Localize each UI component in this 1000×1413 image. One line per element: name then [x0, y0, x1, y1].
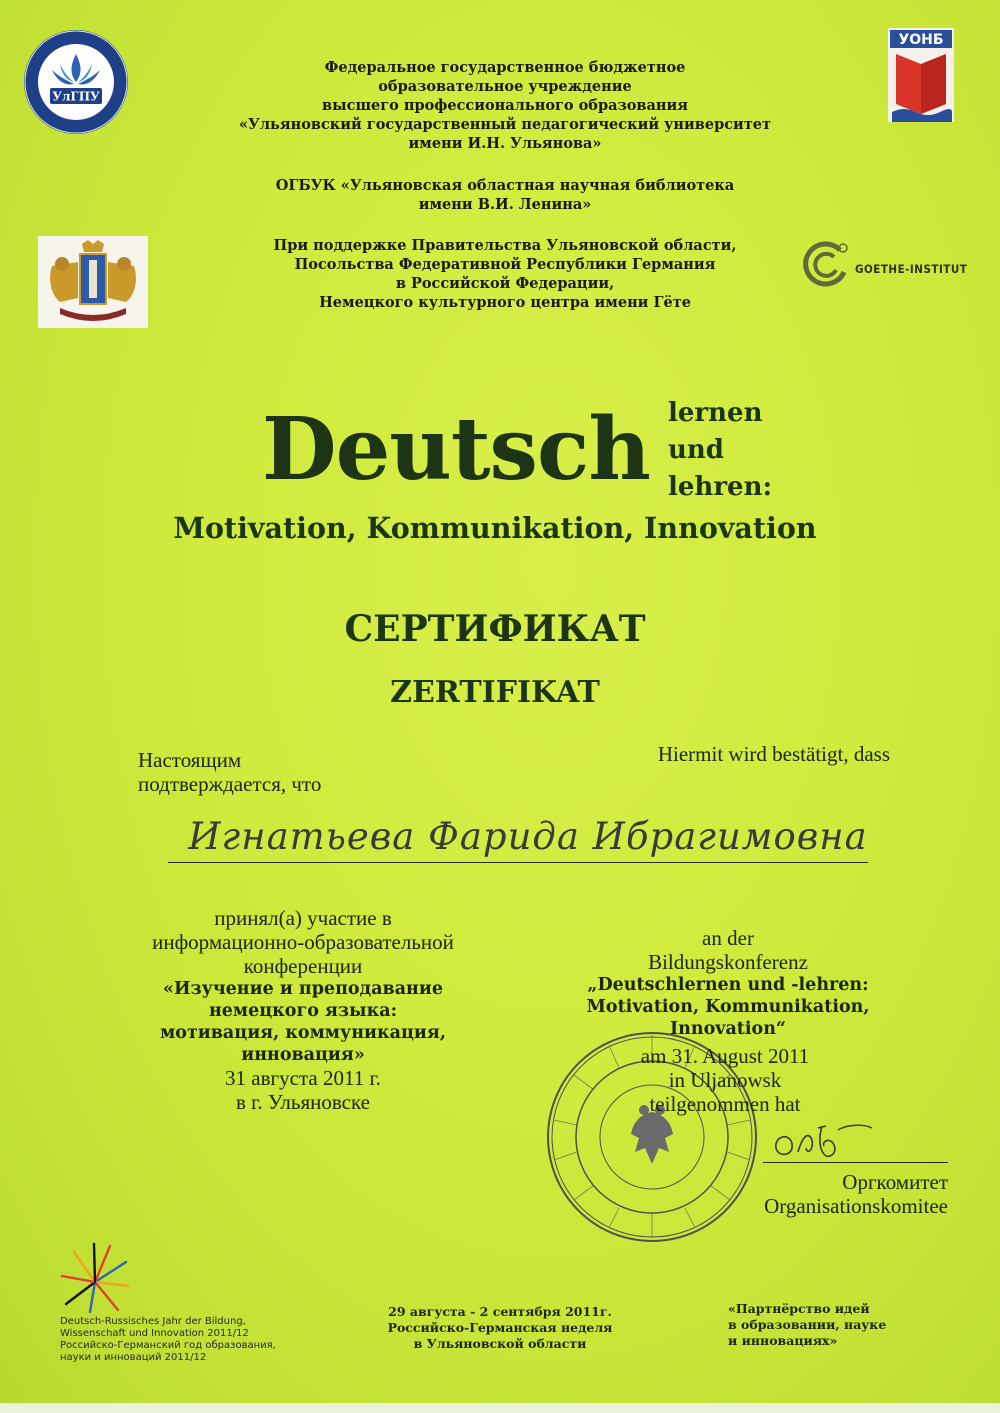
footer-center-line: в Ульяновской области [413, 1336, 587, 1351]
footer-right-line: в образовании, науке [728, 1317, 887, 1332]
name-underline [168, 862, 868, 863]
signature-line [763, 1162, 948, 1163]
title-motto: Motivation, Kommunikation, Innovation [173, 511, 817, 545]
de-block-line: an der [702, 926, 754, 950]
de-block-line: teilgenommen hat [649, 1092, 801, 1116]
footer-right [728, 1301, 948, 1349]
confirm-ru [138, 748, 468, 796]
ulgpu-logo-text: УлГПУ [52, 89, 100, 104]
committee-de: Organisationskomitee [764, 1194, 948, 1218]
ru-block-line: 31 августа 2011 г. [225, 1066, 381, 1090]
ru-block-bold-line: инновация» [241, 1045, 365, 1065]
footer-right-line: «Партнёрство идей [728, 1301, 870, 1316]
committee-ru: Оргкомитет [842, 1170, 948, 1194]
ru-block-bold-line: «Изучение и преподавание [163, 979, 443, 999]
certificate-title-ru: СЕРТИФИКАТ [344, 608, 646, 650]
footer-center [350, 1304, 650, 1352]
year-logo-caption [60, 1316, 290, 1364]
title-side-word: und [668, 435, 724, 465]
header-line: Немецкого культурного центра имени Гёте [319, 294, 691, 311]
header-line: «Ульяновский государственный педагогический университет [238, 116, 772, 133]
header-line: ОГБУК «Ульяновская областная научная библиотека [275, 177, 735, 194]
scan-bottom-edge [0, 1403, 1000, 1413]
de-block-bold-line: „Deutschlernen und -lehren: [587, 975, 869, 995]
certificate-title-de: ZERTIFIKAT [390, 675, 600, 710]
ru-block-line: конференции [243, 954, 363, 978]
confirm-ru-line: подтверждается, что [138, 772, 322, 796]
year-logo-caption-line: Wissenschaft und Innovation 2011/12 [60, 1328, 249, 1339]
confirm-ru-line: Настоящим [138, 748, 242, 772]
ru-block-bold-line: мотивация, коммуникация, [160, 1023, 446, 1043]
recipient-name: Игнатьева Фарида Ибрагимовна [188, 815, 868, 858]
title-deutsch: Deutsch [262, 399, 650, 500]
header-institution [150, 58, 860, 153]
ru-block-bold-line: немецкого языка: [208, 1001, 398, 1021]
header-line: высшего профессионального образования [322, 97, 688, 114]
header-line: образовательное учреждение [378, 78, 632, 95]
ru-block [118, 906, 488, 1114]
de-block [548, 926, 908, 1040]
ru-block-line: в г. Ульяновске [236, 1090, 370, 1114]
footer-right-line: и инновациях» [728, 1333, 838, 1348]
signature [768, 1118, 878, 1168]
goethe-logo-text: GOETHE-INSTITUT [855, 262, 968, 276]
confirm-de: Hiermit wird bestätigt, dass [657, 742, 890, 766]
title-side-words [668, 395, 772, 506]
year-logo-caption-line: науки и инноваций 2011/12 [60, 1352, 207, 1363]
title-side-word: lehren: [668, 472, 773, 502]
de-block-bold-line: Innovation“ [669, 1019, 786, 1039]
footer-center-line: Российско-Германская неделя [387, 1320, 613, 1335]
de-block-date [560, 1044, 890, 1116]
header-library [150, 176, 860, 214]
de-block-bold-line: Motivation, Kommunikation, [586, 997, 870, 1017]
de-block-line: am 31. August 2011 [640, 1044, 810, 1068]
ru-block-line: информационно-образовательной [152, 930, 454, 954]
header-line: имени И.Н. Ульянова» [408, 135, 602, 152]
coat-of-arms-logo [38, 236, 148, 328]
header-line: Посольства Федеративной Республики Германия [294, 256, 716, 273]
committee [700, 1170, 948, 1218]
header-line: При поддержке Правительства Ульяновской области, [273, 237, 737, 254]
de-block-line: Bildungskonferenz [648, 950, 808, 974]
header-line: Федеральное государственное бюджетное [324, 59, 686, 76]
header-line: имени В.И. Ленина» [418, 196, 592, 213]
de-block-line: in Uljanowsk [668, 1068, 782, 1092]
ulgpu-logo [22, 28, 130, 136]
header-support [150, 236, 860, 312]
ru-block-line: принял(а) участие в [214, 906, 392, 930]
uonb-logo [888, 28, 954, 122]
footer-center-line: 29 августа - 2 сентября 2011г. [388, 1304, 612, 1319]
year-logo-caption-line: Российско-Германский год образования, [60, 1340, 276, 1351]
year-logo-caption-line: Deutsch-Russisches Jahr der Bildung, [60, 1316, 246, 1327]
uonb-logo-text: УОНБ [898, 32, 944, 48]
header-line: в Российской Федерации, [395, 275, 615, 292]
title-side-word: lernen [668, 398, 763, 428]
german-russian-year-logo [60, 1242, 130, 1314]
